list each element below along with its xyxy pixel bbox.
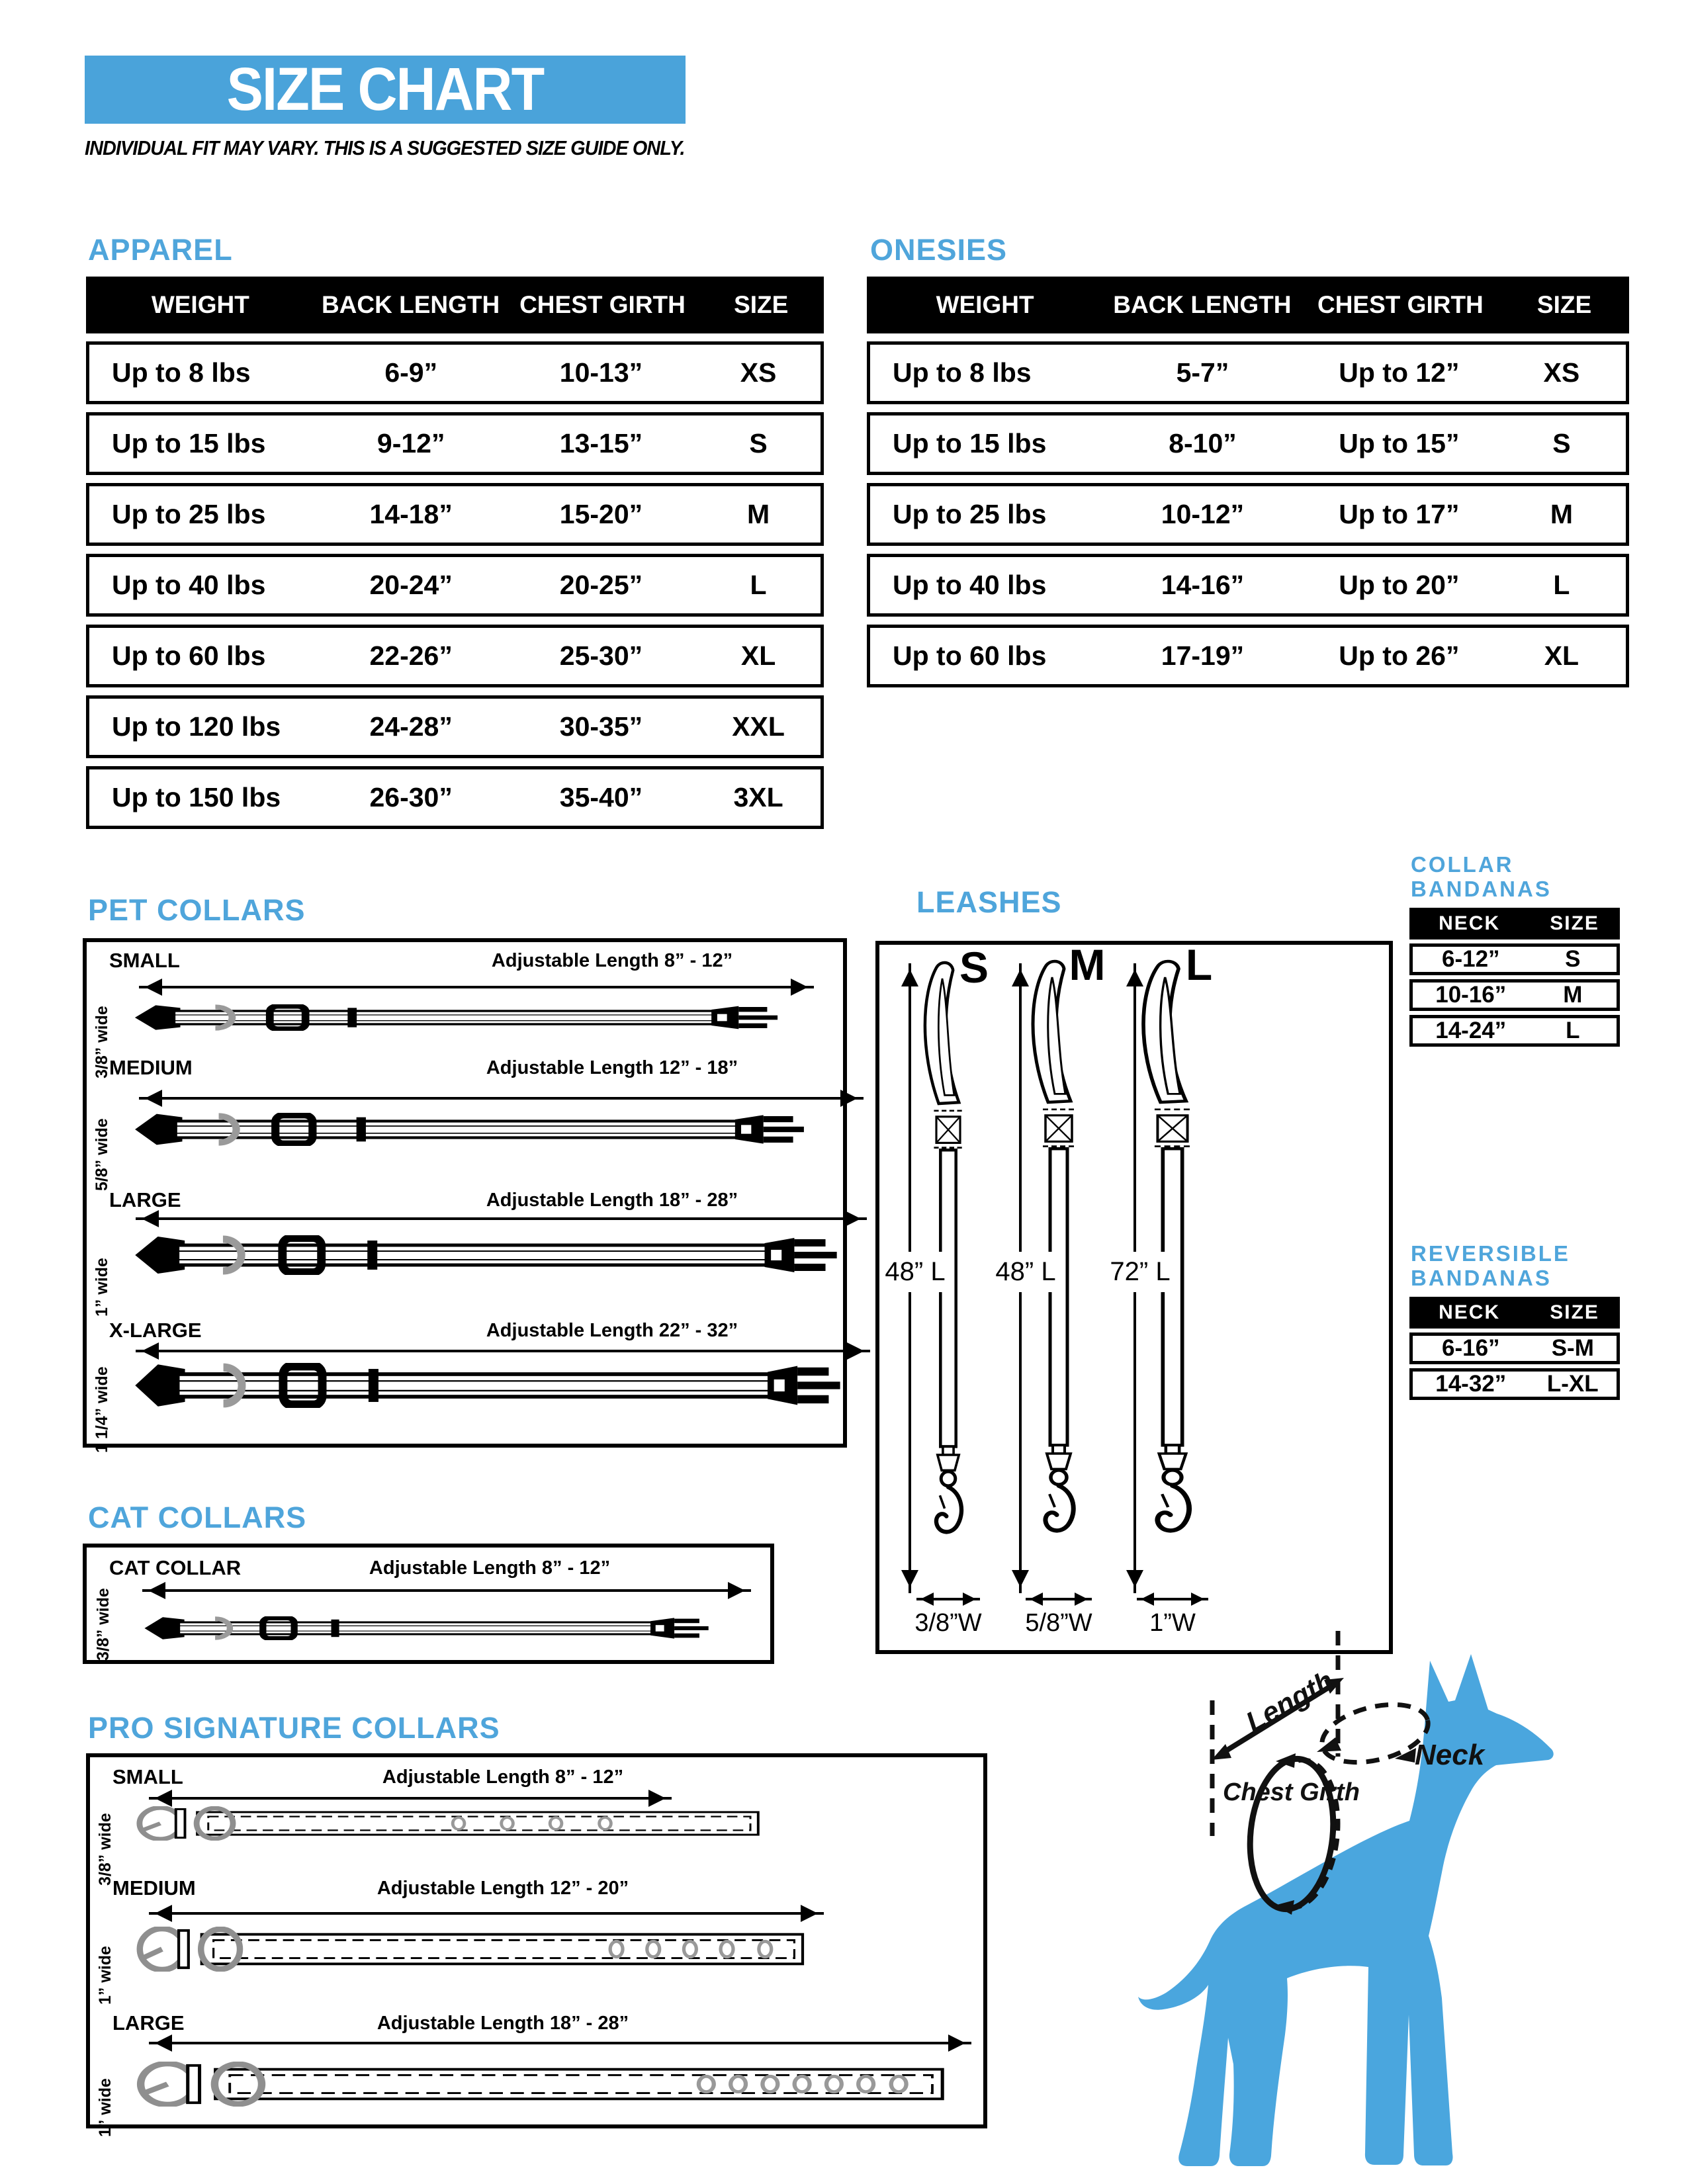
cell: Up to 60 lbs — [112, 640, 266, 671]
cell: 26-30” — [369, 782, 453, 812]
leash-length-label: 48” L — [883, 1252, 946, 1292]
cell: 24-28” — [369, 711, 453, 742]
table-row — [1409, 1015, 1620, 1047]
collar-width-label: 3/8” wide — [93, 1006, 111, 1078]
reversible-bandanas-table — [1409, 1297, 1620, 1400]
table-row — [1409, 1332, 1620, 1364]
pet-collars-heading: PET COLLARS — [88, 893, 306, 927]
cell: Up to 60 lbs — [893, 640, 1047, 671]
collar-size-label: MEDIUM — [112, 1876, 196, 1900]
heading-line: BANDANAS — [1411, 1266, 1552, 1290]
col-size: SIZE — [734, 291, 789, 318]
col-chest-girth: CHEST GIRTH — [519, 291, 686, 318]
title-banner — [85, 56, 686, 124]
pro-collar-large-graphic — [136, 2062, 976, 2107]
length-arrow — [149, 1797, 672, 1800]
table-row — [86, 766, 824, 829]
collar-size-label: SMALL — [109, 949, 180, 972]
collar-width-label: 3/8” wide — [94, 1588, 112, 1661]
cell: M — [1550, 499, 1573, 529]
table-row — [867, 412, 1629, 475]
cell: XS — [740, 357, 777, 388]
col-chest-girth: CHEST GIRTH — [1317, 291, 1484, 318]
cell: Up to 25 lbs — [893, 499, 1047, 529]
length-arrow — [136, 1350, 870, 1352]
collar-size-label: X-LARGE — [109, 1319, 202, 1342]
heading-line: REVERSIBLE — [1411, 1241, 1570, 1266]
cell: Up to 15” — [1339, 428, 1460, 459]
collar-length-label: Adjustable Length 12” - 20” — [377, 1878, 629, 1899]
table-row — [86, 695, 824, 758]
leash-width-label: 5/8”W — [1025, 1609, 1092, 1637]
collar-width-label: 1 1/4” wide — [93, 1366, 111, 1453]
bandana-table-header — [1409, 908, 1620, 939]
pet-collar-xlarge-graphic — [132, 1363, 844, 1408]
collar-size-label: LARGE — [109, 1188, 181, 1211]
collar-size-label: CAT COLLAR — [109, 1556, 242, 1579]
cell: Up to 25 lbs — [112, 499, 266, 529]
cell: Up to 20” — [1339, 570, 1460, 600]
pet-collar-small-graphic — [132, 1004, 781, 1031]
table-row — [1409, 979, 1620, 1011]
cell: 10-13” — [559, 357, 643, 388]
table-row — [86, 483, 824, 546]
cell: 10-16” — [1435, 982, 1507, 1008]
length-arrow — [136, 1217, 867, 1220]
table-row — [86, 554, 824, 617]
cell: S — [1552, 428, 1571, 459]
cell: 6-16” — [1441, 1335, 1500, 1361]
cell: Up to 15 lbs — [893, 428, 1047, 459]
table-row — [867, 625, 1629, 687]
collar-width-label: 5/8” wide — [93, 1118, 111, 1191]
collar-length-label: Adjustable Length 8” - 12” — [382, 1767, 624, 1788]
cat-collar-graphic — [142, 1616, 711, 1640]
collar-length-label: Adjustable Length 18” - 28” — [377, 2013, 629, 2034]
length-arrow — [142, 1589, 751, 1592]
cell: 14-18” — [369, 499, 453, 529]
col-back-length: BACK LENGTH — [321, 291, 500, 318]
collar-length-label: Adjustable Length 22” - 32” — [486, 1320, 738, 1341]
leash-size-letter: M — [1069, 940, 1106, 989]
pro-collar-medium-graphic — [136, 1927, 830, 1972]
cat-collars-heading: CAT COLLARS — [88, 1501, 307, 1534]
cell: M — [1563, 982, 1583, 1008]
leash-length-label: 48” L — [994, 1252, 1057, 1292]
cell: Up to 120 lbs — [112, 711, 281, 742]
cell: S — [1565, 946, 1581, 972]
cell: 6-9” — [384, 357, 438, 388]
cell: XL — [1544, 640, 1579, 671]
cell: 25-30” — [559, 640, 643, 671]
cell: Up to 150 lbs — [112, 782, 281, 812]
cell: 35-40” — [559, 782, 643, 812]
onesies-heading: ONESIES — [870, 233, 1008, 267]
collar-size-label: MEDIUM — [109, 1056, 193, 1079]
dog-neck-label: Neck — [1415, 1739, 1485, 1771]
col-neck: NECK — [1439, 1301, 1501, 1323]
dog-length-label: Length — [1241, 1665, 1339, 1739]
collar-bandanas-heading — [1411, 852, 1552, 901]
table-row — [86, 341, 824, 404]
col-neck: NECK — [1439, 912, 1501, 934]
heading-line: BANDANAS — [1411, 877, 1552, 901]
cell: 30-35” — [559, 711, 643, 742]
leash-width-label: 1”W — [1149, 1609, 1196, 1637]
collar-bandanas-table — [1409, 908, 1620, 1047]
collar-width-label: 3/8” wide — [96, 1813, 114, 1886]
cell: 9-12” — [377, 428, 445, 459]
cell: L — [750, 570, 767, 600]
collar-length-label: Adjustable Length 18” - 28” — [486, 1190, 738, 1211]
cell: 15-20” — [559, 499, 643, 529]
cell: Up to 17” — [1339, 499, 1460, 529]
cell: Up to 8 lbs — [893, 357, 1032, 388]
cell: Up to 15 lbs — [112, 428, 266, 459]
col-size: SIZE — [1536, 291, 1592, 318]
pro-collars-heading: PRO SIGNATURE COLLARS — [88, 1711, 500, 1745]
length-arrow — [139, 986, 814, 988]
heading-line: COLLAR — [1411, 852, 1514, 877]
cell: Up to 26” — [1339, 640, 1460, 671]
col-size: SIZE — [1550, 912, 1599, 934]
cell: XXL — [732, 711, 785, 742]
dog-chest-girth-label: Chest Girth — [1223, 1778, 1360, 1806]
leash-length-label: 72” L — [1108, 1252, 1171, 1292]
cell: 22-26” — [369, 640, 453, 671]
cell: L — [1566, 1018, 1580, 1043]
onesies-table-header — [867, 277, 1629, 333]
cell: L — [1553, 570, 1570, 600]
cell: 10-12” — [1161, 499, 1245, 529]
cell: Up to 8 lbs — [112, 357, 251, 388]
col-weight: WEIGHT — [151, 291, 249, 318]
cell: XL — [740, 640, 776, 671]
table-row — [1409, 943, 1620, 975]
collar-length-label: Adjustable Length 8” - 12” — [491, 950, 733, 971]
length-arrow — [149, 2042, 971, 2044]
apparel-table-header — [86, 277, 824, 333]
cell: Up to 40 lbs — [893, 570, 1047, 600]
cell: L-XL — [1546, 1371, 1599, 1397]
collar-width-label: 1” wide — [96, 1946, 114, 2005]
dog-measurement-annotations — [1125, 1601, 1628, 2183]
leash-width-label: 3/8”W — [914, 1609, 982, 1637]
table-row — [86, 625, 824, 687]
leash-width-arrow — [1026, 1598, 1092, 1600]
pet-collar-large-graphic — [132, 1235, 840, 1275]
bandana-table-header — [1409, 1297, 1620, 1329]
pro-collar-small-graphic — [136, 1806, 784, 1841]
cell: 20-24” — [369, 570, 453, 600]
cell: 14-24” — [1435, 1018, 1507, 1043]
apparel-heading: APPAREL — [88, 233, 233, 267]
collar-size-label: LARGE — [112, 2011, 185, 2034]
table-row — [86, 412, 824, 475]
disclaimer-text: INDIVIDUAL FIT MAY VARY. THIS IS A SUGGESTED SIZE GUIDE ONLY. — [85, 136, 685, 159]
cell: 14-32” — [1435, 1371, 1507, 1397]
cell: 20-25” — [559, 570, 643, 600]
onesies-table — [867, 277, 1629, 687]
col-weight: WEIGHT — [936, 291, 1034, 318]
collar-width-label: 1” wide — [93, 1258, 111, 1317]
cell: XS — [1543, 357, 1580, 388]
page-title: SIZE CHART — [226, 56, 544, 123]
table-row — [1409, 1368, 1620, 1400]
col-size: SIZE — [1550, 1301, 1599, 1323]
cell: Up to 40 lbs — [112, 570, 266, 600]
collar-width-label: 1” wide — [96, 2078, 114, 2137]
length-arrow — [139, 1097, 864, 1100]
pet-collar-medium-graphic — [132, 1113, 807, 1146]
leash-width-arrow — [1137, 1598, 1208, 1600]
cell: 13-15” — [559, 428, 643, 459]
cell: S-M — [1551, 1335, 1594, 1361]
cell: 17-19” — [1161, 640, 1245, 671]
leash-size-letter: L — [1185, 940, 1213, 989]
cell: Up to 12” — [1339, 357, 1460, 388]
collar-size-label: SMALL — [112, 1765, 183, 1788]
collar-length-label: Adjustable Length 8” - 12” — [369, 1557, 611, 1579]
cell: 6-12” — [1441, 946, 1500, 972]
table-row — [867, 341, 1629, 404]
cell: M — [746, 499, 770, 529]
table-row — [867, 554, 1629, 617]
reversible-bandanas-heading — [1411, 1241, 1570, 1290]
cell: 14-16” — [1161, 570, 1245, 600]
leashes-heading: LEASHES — [916, 885, 1062, 919]
cell: 5-7” — [1176, 357, 1229, 388]
apparel-table — [86, 277, 824, 829]
cell: 3XL — [733, 782, 783, 812]
length-arrow — [149, 1912, 824, 1915]
leash-width-arrow — [916, 1598, 980, 1600]
cell: S — [749, 428, 768, 459]
cell: 8-10” — [1169, 428, 1237, 459]
leash-size-letter: S — [959, 943, 989, 992]
col-back-length: BACK LENGTH — [1113, 291, 1292, 318]
collar-length-label: Adjustable Length 12” - 18” — [486, 1057, 738, 1078]
table-row — [867, 483, 1629, 546]
